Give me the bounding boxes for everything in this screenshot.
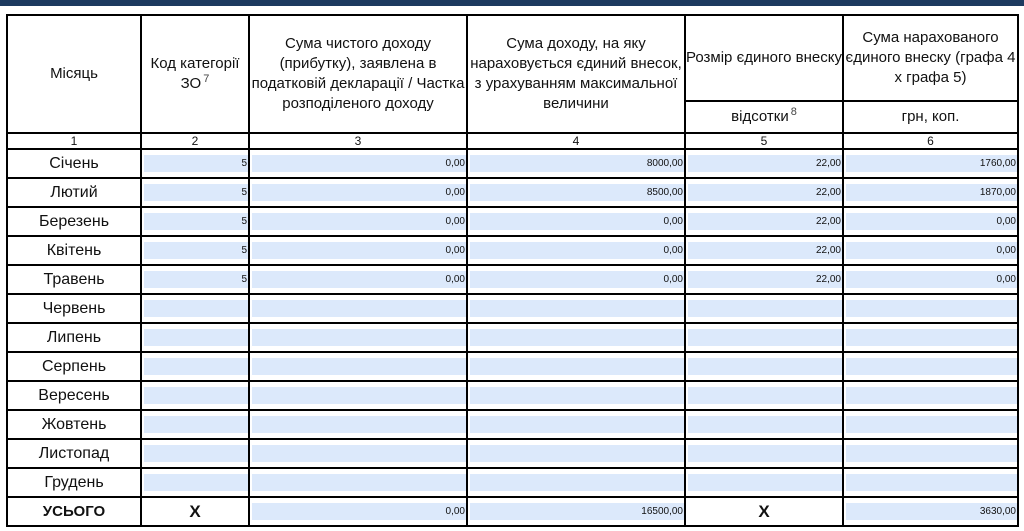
- table-row: [7, 149, 1018, 178]
- category-code-field[interactable]: [144, 416, 248, 433]
- contribution-base-field[interactable]: [470, 416, 684, 433]
- category-code-field[interactable]: 5: [144, 213, 248, 230]
- net-income-field[interactable]: [252, 474, 466, 491]
- footnote-8: 8: [790, 106, 797, 118]
- rate-field[interactable]: [688, 329, 842, 346]
- header-rate-unit: відсотки $^8$: [685, 101, 843, 133]
- contribution-base-field[interactable]: [470, 300, 684, 317]
- table-row: [7, 381, 1018, 410]
- net-income-field[interactable]: [252, 300, 466, 317]
- category-code-field[interactable]: [144, 445, 248, 462]
- contribution-amount-cell: [843, 294, 1018, 323]
- table-row: [7, 323, 1018, 352]
- category-code-field[interactable]: 5: [144, 155, 248, 172]
- contribution-amount-field[interactable]: [846, 300, 1017, 317]
- contribution-amount-field[interactable]: 0,00: [846, 271, 1017, 288]
- net-income-field[interactable]: [252, 416, 466, 433]
- rate-cell: [685, 381, 843, 410]
- month-label: Травень: [7, 265, 141, 294]
- rate-field[interactable]: [688, 474, 842, 491]
- month-label: Грудень: [7, 468, 141, 497]
- contribution-amount-cell: [843, 352, 1018, 381]
- contribution-amount-field[interactable]: [846, 474, 1017, 491]
- contribution-amount-cell: [843, 439, 1018, 468]
- table-row: [7, 468, 1018, 497]
- rate-field[interactable]: 22,00: [688, 242, 842, 259]
- total-rate-mark: Х: [685, 497, 843, 526]
- category-code-cell: [141, 207, 249, 236]
- column-number: 2: [141, 133, 249, 149]
- contribution-base-cell: [467, 178, 685, 207]
- month-label: Червень: [7, 294, 141, 323]
- contribution-amount-field[interactable]: [846, 416, 1017, 433]
- header-category-code: Код категорії ЗО $^7$: [141, 15, 249, 133]
- column-number: 4: [467, 133, 685, 149]
- rate-cell: [685, 352, 843, 381]
- contribution-amount-cell: [843, 323, 1018, 352]
- rate-field[interactable]: 22,00: [688, 184, 842, 201]
- header-contribution-amount: Сума нарахованого єдиного внеску (графа 4 х графа 5): [843, 15, 1018, 101]
- contribution-base-field[interactable]: 8500,00: [470, 184, 684, 201]
- rate-field[interactable]: [688, 445, 842, 462]
- rate-cell: [685, 149, 843, 178]
- column-number: 5: [685, 133, 843, 149]
- contribution-amount-cell: [843, 178, 1018, 207]
- contribution-amount-field[interactable]: [846, 445, 1017, 462]
- contribution-base-field[interactable]: [470, 387, 684, 404]
- contribution-amount-field[interactable]: 1870,00: [846, 184, 1017, 201]
- net-income-cell: [249, 381, 467, 410]
- net-income-cell: [249, 236, 467, 265]
- category-code-field[interactable]: [144, 474, 248, 491]
- category-code-field[interactable]: [144, 358, 248, 375]
- rate-field[interactable]: [688, 358, 842, 375]
- rate-cell: [685, 410, 843, 439]
- category-code-field[interactable]: [144, 300, 248, 317]
- column-numbers-row: [7, 133, 1018, 149]
- contribution-amount-cell: [843, 265, 1018, 294]
- contribution-amount-field[interactable]: [846, 329, 1017, 346]
- category-code-cell: [141, 439, 249, 468]
- table-row: [7, 439, 1018, 468]
- table-row: [7, 294, 1018, 323]
- total-income-field[interactable]: 0,00: [252, 503, 466, 520]
- total-code-mark: Х: [141, 497, 249, 526]
- net-income-cell: [249, 410, 467, 439]
- net-income-field[interactable]: [252, 358, 466, 375]
- net-income-field[interactable]: [252, 387, 466, 404]
- rate-field[interactable]: 22,00: [688, 271, 842, 288]
- net-income-field[interactable]: [252, 445, 466, 462]
- category-code-cell: [141, 323, 249, 352]
- total-contribution-cell: [843, 497, 1018, 526]
- header-month: Місяць: [7, 15, 141, 133]
- category-code-field[interactable]: [144, 329, 248, 346]
- window-top-bar: [0, 0, 1024, 6]
- net-income-cell: [249, 439, 467, 468]
- contribution-amount-field[interactable]: 0,00: [846, 213, 1017, 230]
- contribution-base-cell: [467, 236, 685, 265]
- table-row: [7, 265, 1018, 294]
- contribution-base-field[interactable]: [470, 358, 684, 375]
- footnote-7: 7: [203, 73, 210, 85]
- rate-cell: [685, 178, 843, 207]
- rate-cell: [685, 439, 843, 468]
- contribution-amount-field[interactable]: 0,00: [846, 242, 1017, 259]
- category-code-cell: [141, 468, 249, 497]
- contribution-amount-cell: [843, 410, 1018, 439]
- net-income-field[interactable]: 0,00: [252, 213, 466, 230]
- month-label: Серпень: [7, 352, 141, 381]
- month-label: Квітень: [7, 236, 141, 265]
- contribution-base-field[interactable]: [470, 329, 684, 346]
- rate-cell: [685, 265, 843, 294]
- category-code-cell: [141, 352, 249, 381]
- category-code-field[interactable]: [144, 387, 248, 404]
- table-row: [7, 352, 1018, 381]
- column-number: 1: [7, 133, 141, 149]
- net-income-field[interactable]: 0,00: [252, 271, 466, 288]
- contribution-base-field[interactable]: 0,00: [470, 242, 684, 259]
- total-income-cell: [249, 497, 467, 526]
- contribution-base-field[interactable]: [470, 474, 684, 491]
- contribution-base-field[interactable]: 0,00: [470, 271, 684, 288]
- table-body: [7, 149, 1018, 497]
- column-number: 6: [843, 133, 1018, 149]
- total-base-field[interactable]: 16500,00: [470, 503, 684, 520]
- net-income-field[interactable]: 0,00: [252, 242, 466, 259]
- month-label: Вересень: [7, 381, 141, 410]
- total-base-cell: [467, 497, 685, 526]
- rate-cell: [685, 294, 843, 323]
- category-code-cell: [141, 265, 249, 294]
- category-code-cell: [141, 149, 249, 178]
- rate-field[interactable]: [688, 416, 842, 433]
- header-contribution-base: Сума доходу, на яку нараховується єдиний внесок, з урахуванням максимальної величини: [467, 15, 685, 133]
- rate-cell: [685, 468, 843, 497]
- net-income-cell: [249, 323, 467, 352]
- month-label: Липень: [7, 323, 141, 352]
- month-label: Березень: [7, 207, 141, 236]
- category-code-cell: [141, 410, 249, 439]
- month-label: Січень: [7, 149, 141, 178]
- contribution-amount-cell: [843, 207, 1018, 236]
- net-income-field[interactable]: [252, 329, 466, 346]
- contribution-base-cell: [467, 323, 685, 352]
- contribution-base-cell: [467, 207, 685, 236]
- contribution-amount-cell: [843, 468, 1018, 497]
- net-income-cell: [249, 294, 467, 323]
- column-number: 3: [249, 133, 467, 149]
- net-income-cell: [249, 352, 467, 381]
- contribution-base-cell: [467, 294, 685, 323]
- contribution-base-cell: [467, 410, 685, 439]
- net-income-field[interactable]: 0,00: [252, 155, 466, 172]
- category-code-field[interactable]: 5: [144, 271, 248, 288]
- table-row: [7, 236, 1018, 265]
- table-row: [7, 410, 1018, 439]
- contribution-table: [6, 14, 1019, 527]
- contribution-base-cell: [467, 439, 685, 468]
- total-label: УСЬОГО: [7, 497, 141, 526]
- contribution-amount-field[interactable]: 1760,00: [846, 155, 1017, 172]
- contribution-base-field[interactable]: 0,00: [470, 213, 684, 230]
- header-rate: Розмір єдиного внеску: [685, 15, 843, 101]
- net-income-cell: [249, 207, 467, 236]
- rate-cell: [685, 236, 843, 265]
- header-net-income: Сума чистого доходу (прибутку), заявлена в податковій декларації / Частка розподіленого доходу: [249, 15, 467, 133]
- net-income-cell: [249, 265, 467, 294]
- contribution-base-cell: [467, 149, 685, 178]
- contribution-base-field[interactable]: [470, 445, 684, 462]
- rate-cell: [685, 323, 843, 352]
- rate-field[interactable]: [688, 300, 842, 317]
- net-income-cell: [249, 149, 467, 178]
- contribution-amount-cell: [843, 149, 1018, 178]
- category-code-cell: [141, 236, 249, 265]
- contribution-amount-field[interactable]: [846, 387, 1017, 404]
- table-row: [7, 178, 1018, 207]
- contribution-base-cell: [467, 468, 685, 497]
- month-label: Листопад: [7, 439, 141, 468]
- rate-field[interactable]: 22,00: [688, 155, 842, 172]
- month-label: Жовтень: [7, 410, 141, 439]
- rate-field[interactable]: [688, 387, 842, 404]
- category-code-cell: [141, 381, 249, 410]
- contribution-base-field[interactable]: 8000,00: [470, 155, 684, 172]
- header-row: [7, 15, 1018, 101]
- net-income-cell: [249, 468, 467, 497]
- category-code-cell: [141, 178, 249, 207]
- contribution-amount-cell: [843, 236, 1018, 265]
- rate-cell: [685, 207, 843, 236]
- contribution-base-cell: [467, 381, 685, 410]
- category-code-field[interactable]: 5: [144, 184, 248, 201]
- category-code-field[interactable]: 5: [144, 242, 248, 259]
- table-row: [7, 207, 1018, 236]
- category-code-cell: [141, 294, 249, 323]
- contribution-base-cell: [467, 352, 685, 381]
- contribution-base-cell: [467, 265, 685, 294]
- total-row: [7, 497, 1018, 526]
- net-income-cell: [249, 178, 467, 207]
- rate-field[interactable]: 22,00: [688, 213, 842, 230]
- total-contribution-field[interactable]: 3630,00: [846, 503, 1017, 520]
- net-income-field[interactable]: 0,00: [252, 184, 466, 201]
- header-amount-unit: грн, коп.: [843, 101, 1018, 133]
- contribution-amount-field[interactable]: [846, 358, 1017, 375]
- contribution-amount-cell: [843, 381, 1018, 410]
- month-label: Лютий: [7, 178, 141, 207]
